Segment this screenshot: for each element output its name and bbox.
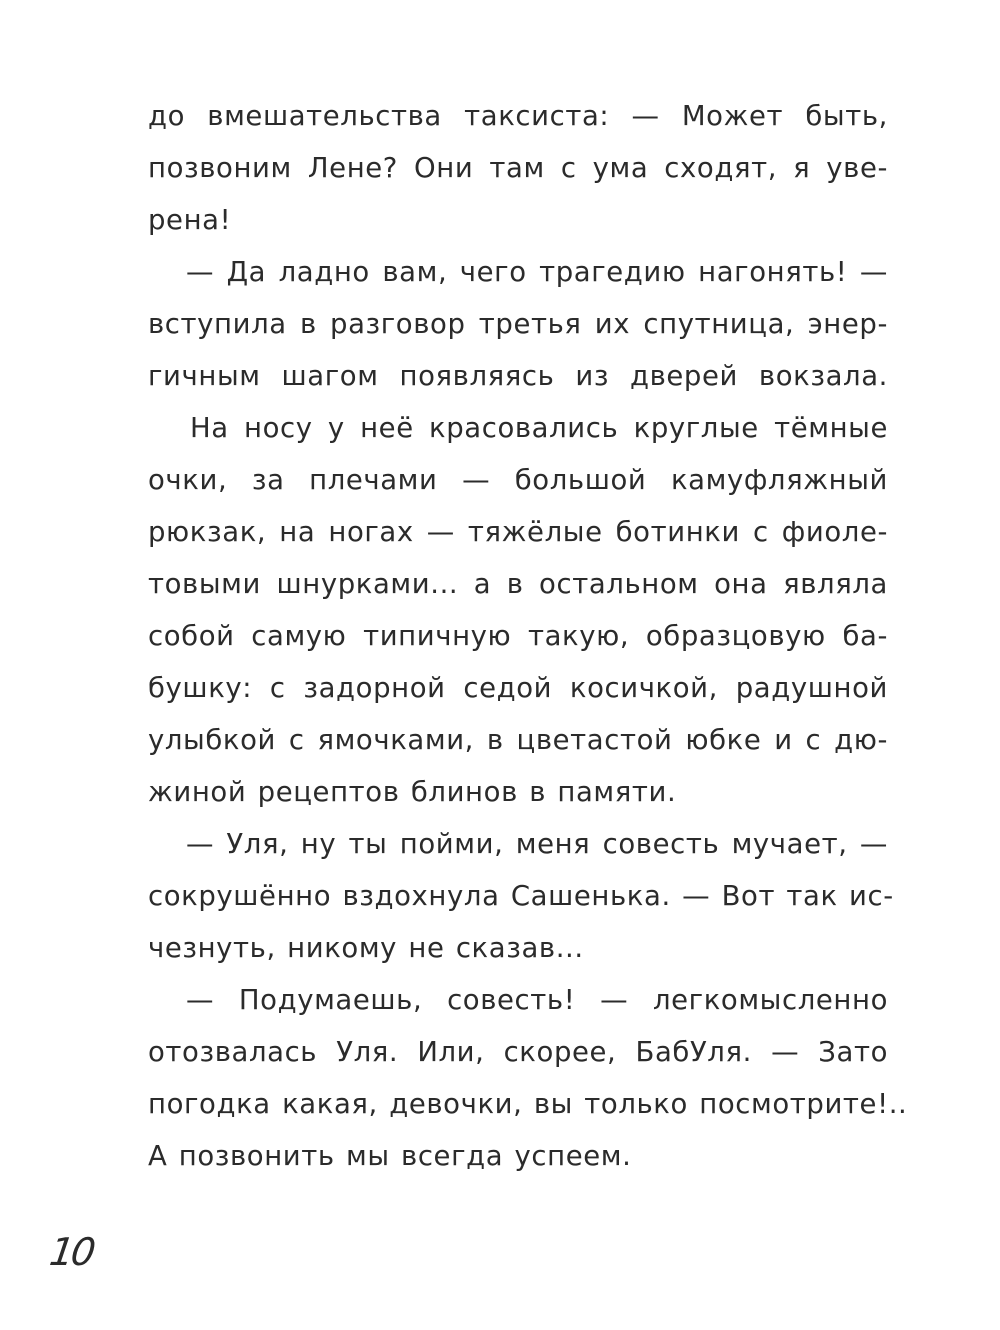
text-line: вступила в разговор третья их спутница, энер- bbox=[148, 308, 888, 340]
text-line: рюкзак, на ногах — тяжёлые ботинки с фиоле- bbox=[148, 516, 888, 548]
text-line: погодка какая, девочки, вы только посмотрите!.. bbox=[148, 1088, 908, 1120]
text-line: собой самую типичную такую, образцовую ба- bbox=[148, 620, 888, 652]
text-line: бушку: с задорной седой косичкой, радушной bbox=[148, 672, 888, 704]
text-line: отозвалась Уля. Или, скорее, БабУля. — Зато bbox=[148, 1036, 888, 1068]
page-number: 10 bbox=[46, 1230, 96, 1274]
text-line: жиной рецептов блинов в памяти. bbox=[148, 776, 677, 808]
text-line: чезнуть, никому не сказав... bbox=[148, 932, 584, 964]
text-line: — Да ладно вам, чего трагедию нагонять! — bbox=[186, 256, 888, 288]
text-line: гичным шагом появляясь из дверей вокзала. bbox=[148, 360, 888, 392]
text-line: На носу у неё красовались круглые тёмные bbox=[190, 412, 888, 444]
text-line: — Уля, ну ты пойми, меня совесть мучает, — bbox=[186, 828, 888, 860]
text-line: улыбкой с ямочками, в цветастой юбке и с дю- bbox=[148, 724, 888, 756]
text-line: — Подумаешь, совесть! — легкомысленно bbox=[186, 984, 888, 1016]
text-line: до вмешательства таксиста: — Может быть, bbox=[148, 100, 888, 132]
body-text bbox=[148, 90, 908, 1182]
text-line: рена! bbox=[148, 204, 232, 236]
text-line: А позвонить мы всегда успеем. bbox=[148, 1140, 632, 1172]
text-line: позвоним Лене? Они там с ума сходят, я уве- bbox=[148, 152, 888, 184]
text-line: очки, за плечами — большой камуфляжный bbox=[148, 464, 888, 496]
text-line: товыми шнурками... а в остальном она являла bbox=[148, 568, 888, 600]
text-line: сокрушённо вздохнула Сашенька. — Вот так ис- bbox=[148, 880, 894, 912]
